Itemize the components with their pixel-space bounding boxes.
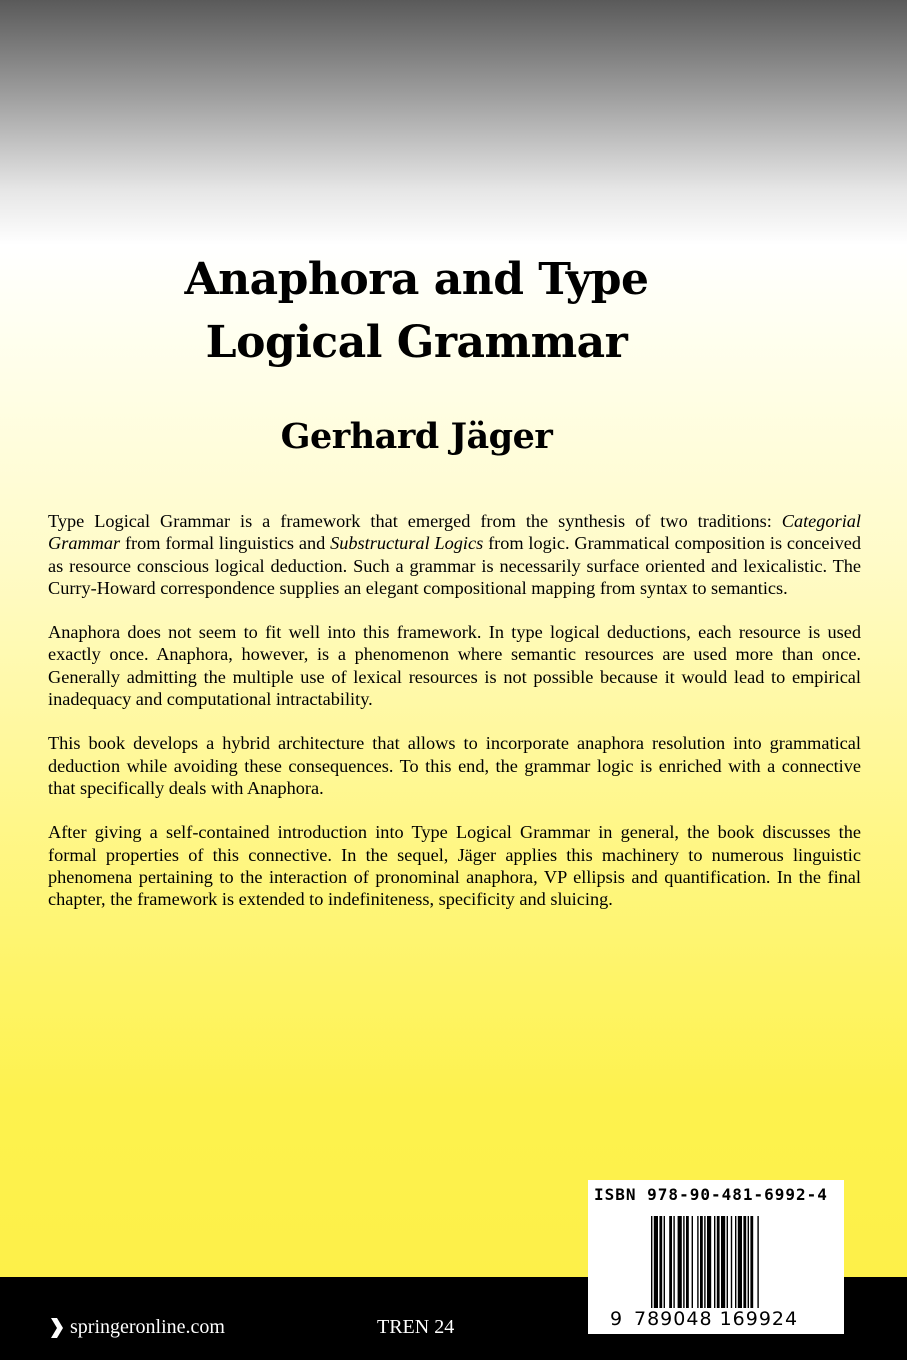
barcode-bar	[743, 1216, 746, 1318]
barcode-bar	[700, 1216, 703, 1318]
barcode-bar	[748, 1216, 749, 1318]
barcode-bar	[717, 1216, 720, 1318]
title-line-2: Logical Grammar	[205, 317, 628, 368]
italic-term: Categorial Grammar	[48, 511, 861, 554]
barcode-bar	[697, 1216, 698, 1318]
blurb-paragraph-2: Anaphora does not seem to fit well into this framework. In type logical deductions, each resource is used exactly once. Anaphora, however, is a phenomenon where semantic resources are used more than once. Generally admitting the multiple use of lexical resources is not possible because it would lead to empirical inadequacy and computational intractability.	[48, 622, 861, 710]
barcode-bar	[714, 1216, 715, 1318]
author-name: Gerhard Jäger	[280, 416, 553, 457]
blurb-paragraph-3: This book develops a hybrid architecture that allows to incorporate anaphora resolution into grammatical deduction while avoiding these consequences. To this end, the grammar logic is enriched with a connective that specifically deals with Anaphora.	[48, 733, 861, 798]
barcode-bar	[738, 1216, 742, 1318]
blurb	[48, 510, 861, 932]
title-line-1: Anaphora and Type	[184, 254, 649, 305]
barcode-bar	[683, 1216, 684, 1318]
chevron-right-icon	[50, 1317, 64, 1339]
barcode-bar	[735, 1216, 736, 1318]
barcode-bar	[669, 1216, 672, 1318]
ean-digits: 789048 169924	[634, 1308, 799, 1330]
text-run: Type Logical Grammar is a framework that emerged from the synthesis of two traditions:	[48, 511, 782, 531]
text-run: from formal linguistics and	[120, 533, 331, 554]
barcode-bar	[686, 1216, 689, 1318]
isbn-barcode-box	[588, 1180, 844, 1334]
blurb-paragraph-1	[48, 510, 861, 599]
barcode-bar	[727, 1216, 728, 1318]
barcode-bar	[721, 1216, 725, 1318]
barcode-bar	[750, 1216, 753, 1318]
italic-term: Substructural Logics	[330, 533, 484, 554]
barcode-bar	[678, 1216, 682, 1318]
barcode-bar	[692, 1216, 693, 1318]
barcode-bar	[664, 1216, 665, 1318]
text-run: from logic. Grammatical composition is conceived as resource conscious logical deduction. Such a grammar is necessarily surface oriented and lexicalistic. The Curry-Howard correspondence supplies an elegant compositional mapping from syntax to semantics.	[48, 533, 861, 598]
blurb-paragraph-4: After giving a self-contained introduction into Type Logical Grammar in general, the book discusses the formal properties of this connective. In the sequel, Jäger applies this machinery to numerous linguistic phenomena pertaining to the interaction of pronominal anaphora, VP ellipsis and quantification. In the final chapter, the framework is extended to indefiniteness, specificity and sluicing.	[48, 822, 861, 910]
website-text: springeronline.com	[70, 1316, 225, 1338]
barcode-bar	[731, 1216, 732, 1318]
ean-first-digit: 9	[610, 1308, 623, 1330]
barcode-bar	[673, 1216, 674, 1318]
website-link[interactable]	[50, 1316, 225, 1339]
barcode-bar	[659, 1216, 662, 1318]
book-title	[0, 248, 833, 374]
isbn-label: ISBN 978-90-481-6992-4	[594, 1185, 828, 1204]
series-code: TREN 24	[377, 1316, 455, 1338]
